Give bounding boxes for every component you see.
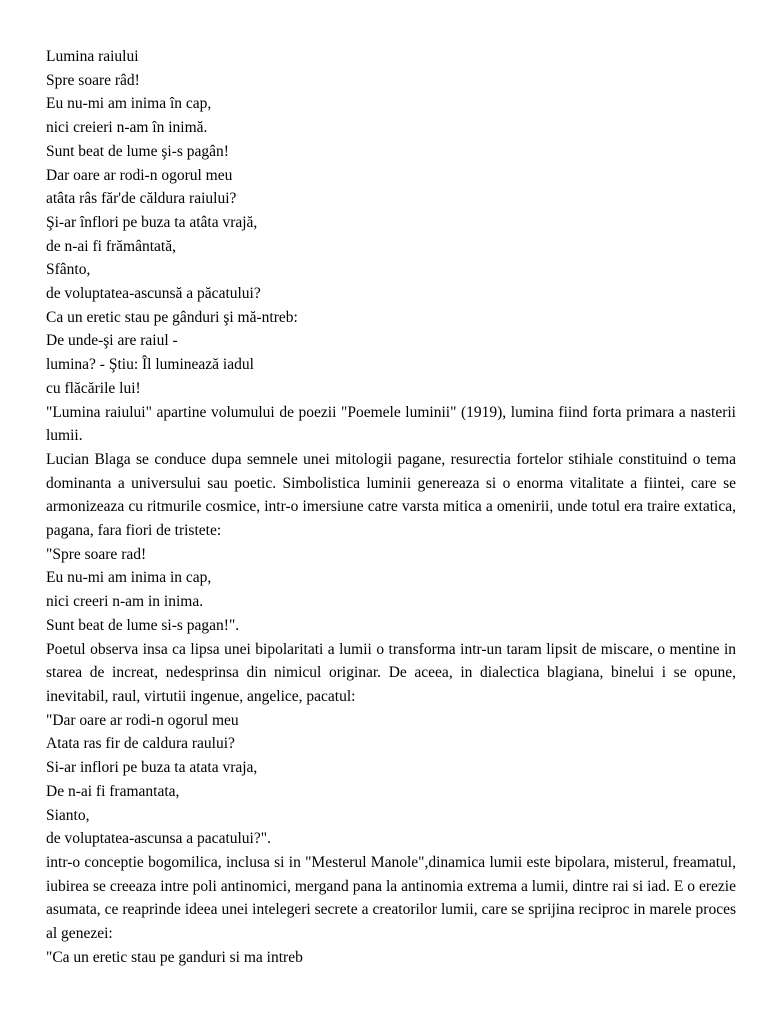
quote-line: "Spre soare rad!: [46, 545, 147, 563]
quote-line: Atata ras fir de caldura raului?: [46, 735, 235, 753]
poem-line: Ca un eretic stau pe gânduri şi mă-ntreb:: [46, 308, 298, 326]
quote-line: De n-ai fi framantata,: [46, 782, 180, 800]
paragraph-bogomil: intr-o conceptie bogomilica, inclusa si in "Mesterul Manole",dinamica lumii este bipolara, misterul, freamatul, iubirea se creeaza intre poli antinomici, mergand pana la antinomia extrema a lumii, dintre rai si iad. E o erezie asumata, ce reaprinde ideea unei intelegeri secrete a creatorilor lumii, care se sprijina reciproc in marele proces al genezei:: [46, 853, 736, 943]
quote-block: [46, 543, 736, 638]
poem-line: Dar oare ar rodi-n ogorul meu: [46, 166, 233, 184]
poem-line: Sfânto,: [46, 261, 91, 279]
quote-line: Sunt beat de lume si-s pagan!".: [46, 616, 240, 634]
poem-line: Spre soare râd!: [46, 71, 140, 89]
quote-line: Si-ar inflori pe buza ta atata vraja,: [46, 759, 258, 777]
paragraph-intro: "Lumina raiului" apartine volumului de poezii "Poemele luminii" (1919), lumina fiind forta primara a nasterii lumii.: [46, 403, 736, 445]
poem-line: Eu nu-mi am inima în cap,: [46, 95, 212, 113]
poem-line: de voluptatea-ascunsă a păcatului?: [46, 285, 261, 303]
paragraph-mythology: Lucian Blaga se conduce dupa semnele unei mitologii pagane, resurectia fortelor stihiale constituind o tema dominanta a universului sau poetic. Simbolistica luminii genereaza si o enorma vitalitate a fiintei, care se armonizeaza cu ritmurile cosmice, intr-o imersiune catre varsta mitica a omenirii, unde totul era traire extatica, pagana, fara fiori de tristete:: [46, 450, 736, 540]
poem-line: atâta râs făr'de căldura raiului?: [46, 190, 237, 208]
poem-line: cu flăcările lui!: [46, 379, 141, 397]
quote-line: "Dar oare ar rodi-n ogorul meu: [46, 711, 239, 729]
quote-line: de voluptatea-ascunsa a pacatului?".: [46, 830, 271, 848]
poem-line: De unde-şi are raiul -: [46, 332, 178, 350]
quote-block: [46, 709, 736, 851]
poem-title: Lumina raiului: [46, 48, 139, 65]
quote-line: Sianto,: [46, 806, 90, 824]
quote-line: "Ca un eretic stau pe ganduri si ma intreb: [46, 948, 303, 966]
poem-line: Şi-ar înflori pe buza ta atâta vrajă,: [46, 213, 258, 231]
poem: [46, 45, 736, 401]
quote-block: [46, 946, 736, 970]
poem-line: nici creieri n-am în inimă.: [46, 119, 208, 137]
poem-line: de n-ai fi frământată,: [46, 237, 176, 255]
poem-line: Sunt beat de lume şi-s pagân!: [46, 142, 229, 160]
quote-line: nici creeri n-am in inima.: [46, 593, 204, 611]
quote-line: Eu nu-mi am inima in cap,: [46, 569, 212, 587]
paragraph-bipolarity: Poetul observa insa ca lipsa unei bipolaritati a lumii o transforma intr-un taram lipsit de miscare, o mentine in starea de increat, nedesprinsa din nimicul originar. De aceea, in dialectica blagiana, binelui i se opune, inevitabil, raul, virtutii ingenue, angelice, pacatul:: [46, 640, 736, 705]
poem-line: lumina? - Ştiu: Îl luminează iadul: [46, 356, 254, 374]
document-page: [46, 45, 736, 969]
